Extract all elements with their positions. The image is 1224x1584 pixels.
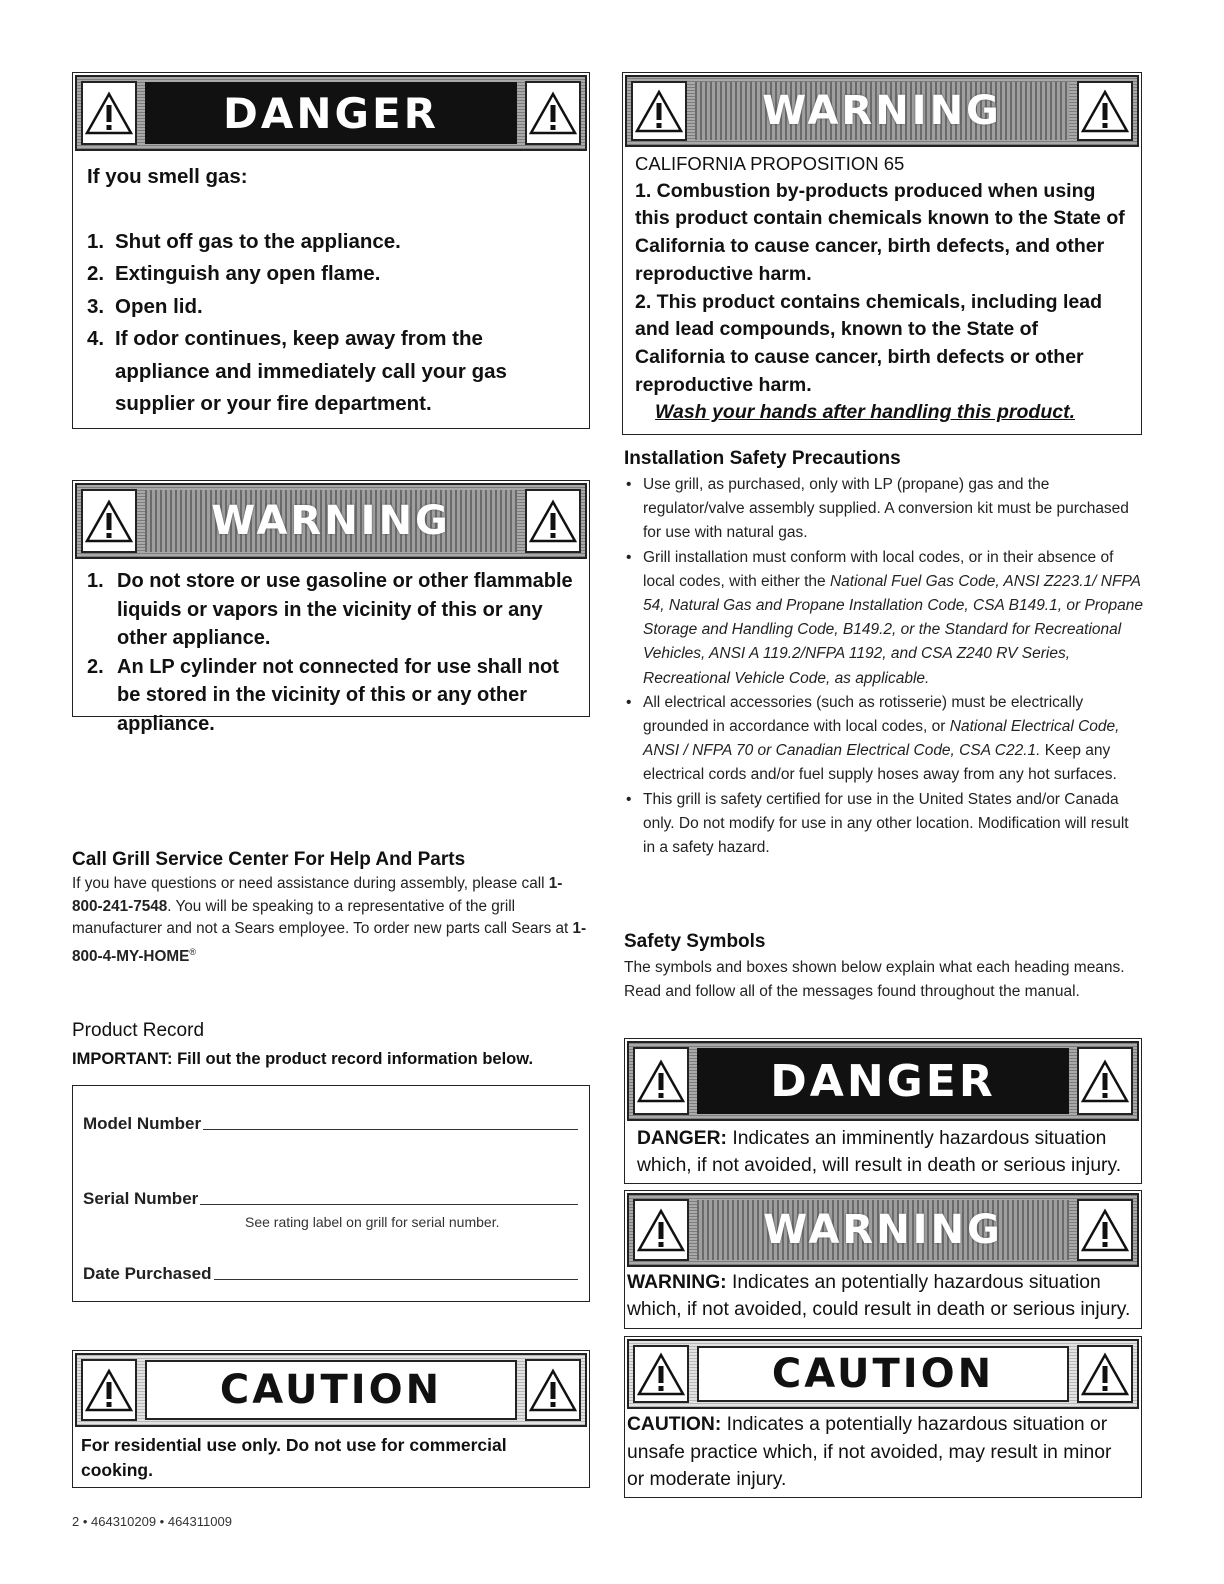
warning-banner [627, 1193, 1139, 1267]
prop65-warning-box [622, 72, 1142, 435]
danger-title: DANGER [770, 1055, 996, 1107]
danger-banner [627, 1041, 1139, 1121]
caution-title: CAUTION [219, 1367, 443, 1413]
caution-banner [627, 1339, 1139, 1409]
list-item: 1. Shut off gas to the appliance. [87, 229, 401, 253]
warning-triangle-icon [1077, 81, 1133, 141]
date-purchased-field[interactable] [214, 1279, 579, 1280]
serial-number-field[interactable] [200, 1204, 578, 1205]
warning-triangle-icon [1077, 1199, 1133, 1261]
warning-list [87, 567, 575, 738]
prop65-paragraph-2: 2. This product contains chemicals, including lead and lead compounds, known to the State of California to cause cancer, birth defects or other reproductive harm. [635, 290, 1103, 396]
list-item: 3. Open lid. [87, 294, 203, 318]
danger-intro: If you smell gas: [87, 165, 248, 188]
danger-box [72, 72, 590, 429]
date-purchased-label: Date Purchased [83, 1264, 212, 1283]
warning-triangle-icon [633, 1047, 689, 1115]
product-record-important: IMPORTANT: Fill out the product record information below. [72, 1050, 534, 1068]
symbol-danger-box [624, 1038, 1142, 1184]
warning-triangle-icon [81, 489, 137, 553]
list-item: 2. Extinguish any open flame. [87, 262, 381, 285]
model-number-label: Model Number [83, 1114, 202, 1133]
danger-title: DANGER [222, 88, 440, 138]
warning-triangle-icon [631, 81, 687, 141]
warning-triangle-icon [81, 81, 137, 145]
list-item: 2. An LP cylinder not connected for use shall not be stored in the vicinity of this or any other appliance. [87, 655, 559, 735]
caution-banner [75, 1353, 587, 1427]
page-footer: 2 • 464310209 • 464311009 [72, 1514, 232, 1529]
symbol-warning-text: WARNING: Indicates an potentially hazardous situation which, if not avoided, could result in death or serious injury. [627, 1272, 1131, 1320]
service-center-heading: Call Grill Service Center For Help And Parts [72, 849, 466, 870]
service-center-text: If you have questions or need assistance during assembly, please call 1-800-241-7548. You will be speaking to a representative of the grill manufacturer and not a Sears employee. To order new parts call Sears at 1-800-4-MY-HOME® [72, 875, 587, 965]
symbol-danger-text: DANGER: Indicates an imminently hazardous situation which, if not avoided, will result in death or serious injury. [637, 1128, 1122, 1176]
installation-heading: Installation Safety Precautions [624, 448, 901, 469]
warning-triangle-icon [525, 1359, 581, 1421]
list-item: • Use grill, as purchased, only with LP (propane) gas and the regulator/valve assembly supplied. A conversion kit must be purchased for use with natural gas. [624, 473, 1144, 546]
warning-banner [75, 483, 587, 559]
safety-symbols-heading: Safety Symbols [624, 931, 766, 952]
caution-title: CAUTION [771, 1351, 995, 1397]
model-number-field[interactable] [203, 1129, 578, 1130]
prop65-paragraph-1: 1. Combustion by-products produced when using this product contain chemicals known to the State of California to cause cancer, birth defects, and other reproductive harm. [635, 179, 1125, 285]
safety-symbols-text: The symbols and boxes shown below explain what each heading means. Read and follow all of the messages found throughout the manual. [624, 959, 1125, 1000]
warning-triangle-icon [633, 1345, 689, 1403]
serial-number-note: See rating label on grill for serial number. [245, 1214, 500, 1230]
installation-list [624, 473, 1144, 860]
serial-number-label: Serial Number [83, 1189, 199, 1208]
list-item: 4. If odor continues, keep away from the appliance and immediately call your gas supplier or your fire department. [87, 327, 507, 415]
warning-banner [625, 75, 1139, 147]
symbol-caution-box [624, 1336, 1142, 1498]
list-item: • All electrical accessories (such as rotisserie) must be electrically grounded in accordance with local codes, or National Electrical Code, ANSI / NFPA 70 or Canadian Electrical Code, CSA C22.1. Keep any electrical cords and/or fuel supply hoses away from any hot surfaces. [624, 691, 1144, 788]
warning-triangle-icon [525, 81, 581, 145]
warning-triangle-icon [1077, 1047, 1133, 1115]
warning-triangle-icon [81, 1359, 137, 1421]
list-item: • Grill installation must conform with local codes, or in their absence of local codes, with either the National Fuel Gas Code, ANSI Z223.1/ NFPA 54, Natural Gas and Propane Installation Code, CSA B149.1, or Propane Storage and Handling Code, B149.2, or the Standard for Recreational Vehicles, ANSI A 119.2/NFPA 1192, and CSA Z240 RV Series, Recreational Vehicle Code, as applicable. [624, 546, 1144, 691]
caution-box [72, 1350, 590, 1488]
product-record-heading: Product Record [72, 1020, 205, 1041]
symbol-caution-text: CAUTION: Indicates a potentially hazardous situation or unsafe practice which, if not avoided, may result in minor or moderate injury. [627, 1414, 1112, 1490]
danger-list [87, 226, 577, 421]
list-item: 1. Do not store or use gasoline or other flammable liquids or vapors in the vicinity of this or any other appliance. [87, 570, 573, 649]
service-phone: 1-800-241-7548 [72, 875, 563, 915]
danger-banner [75, 75, 587, 151]
warning-triangle-icon [1077, 1345, 1133, 1403]
prop65-heading: CALIFORNIA PROPOSITION 65 [635, 153, 905, 174]
warning-title: WARNING [762, 88, 1002, 134]
prop65-wash-notice: Wash your hands after handling this product. [655, 401, 1076, 424]
warning-triangle-icon [633, 1199, 689, 1261]
warning-title: WARNING [211, 498, 451, 544]
caution-text: For residential use only. Do not use for commercial cooking. [81, 1435, 507, 1480]
product-record-form [72, 1085, 590, 1302]
list-item: • This grill is safety certified for use in the United States and/or Canada only. Do not modify for use in any other location. Modification will result in a safety hazard. [624, 788, 1144, 861]
warning-title: WARNING [763, 1207, 1003, 1253]
warning-triangle-icon [525, 489, 581, 553]
sears-phone: 1-800-4-MY-HOME [72, 920, 587, 965]
warning-box [72, 480, 590, 735]
symbol-warning-box [624, 1190, 1142, 1329]
